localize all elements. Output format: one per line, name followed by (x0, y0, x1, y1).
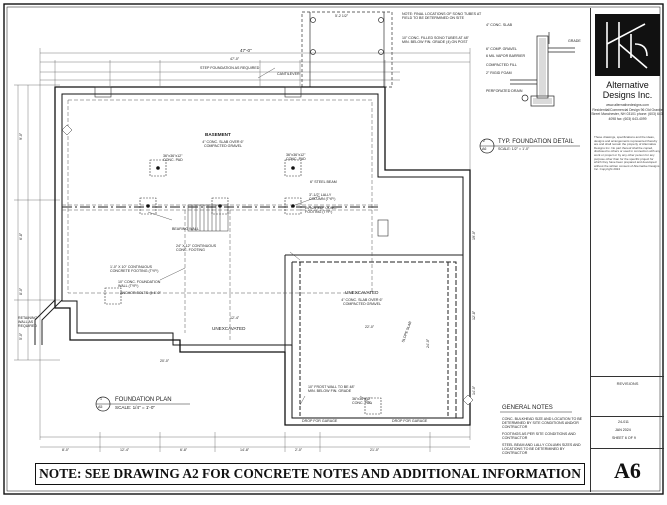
leader-lines (148, 68, 375, 405)
porch-note: NOTE: FINAL LOCATIONS OF SONO TUBES AT FIELD TO BE DETERMINED ON SITE (402, 12, 482, 21)
unexcavated-label-2: UNEXCAVATED (345, 290, 379, 295)
cantilever-label: CANTILEVER (277, 72, 300, 76)
general-note-3: STEEL BEAM AND LALLY COLUMN SIZES AND LOCATIONS TO BE DETERMINED BY CONTRACTOR (502, 443, 581, 456)
column-footing-note: 24"x24"x12" CONC. FOOTING (TYP.) (305, 206, 337, 215)
continuous-footing-note: 24" X 12" CONTINUOUS CONC. FOOTING (176, 244, 217, 253)
detail-scale: SCALE: 1/2" = 1'-0" (498, 147, 530, 151)
detail-drain-label: PERFORATED DRAIN (486, 89, 523, 93)
retaining-wall-note: RETAINING WALL AS REQUIRED (18, 316, 38, 329)
slope-slab-note: SLOPE SLAB (401, 320, 413, 344)
revisions-label: REVISIONS (616, 381, 639, 386)
sheet-number: A6 (614, 458, 641, 483)
inner-dimension-1: 12'-4" (230, 316, 240, 320)
revisions-divider (591, 376, 664, 377)
job-number: 24-011 (618, 420, 629, 424)
detail-grade-label: GRADE (568, 39, 581, 43)
bottom-dimension-6: 21'-0" (370, 448, 380, 452)
detail-slab-label: 4" CONC. SLAB (486, 23, 513, 27)
bottom-dimension-2: 12'-4" (120, 448, 130, 452)
company-name-line-2: Designs Inc. (602, 90, 653, 100)
plan-title: FOUNDATION PLAN (115, 397, 172, 403)
detail-gravel-label: 6" COMP. GRAVEL (486, 47, 517, 51)
bottom-dimension-5: 2'-0" (295, 448, 303, 452)
inner-dimension-2: 22'-0" (365, 325, 375, 329)
porch-top-dimension: 5'-2 1/2" (335, 14, 349, 18)
plan-bubble-sheet: A5 (98, 405, 103, 409)
lally-columns (146, 166, 295, 208)
sheet-number-divider (591, 448, 664, 449)
right-dimension-3: 14'-0" (472, 385, 476, 395)
company-logo (595, 14, 660, 76)
inner-dimension-4: 20'-0" (160, 359, 170, 363)
sono-tube-note: 10" CONC. FILLED SONO TUBES AT 48" MIN. BELOW FIN. GRADE (4) ON POST (402, 36, 469, 45)
title-block (590, 8, 664, 492)
unexcavated-slab-note: 4" CONC. SLAB OVER 6" COMPACTED GRAVEL (341, 298, 383, 307)
left-dimension-2: 6'-8" (19, 232, 23, 240)
general-note-2: FOOTINGS AS PER SITE CONDITIONS AND CONTRACTOR (502, 432, 576, 441)
drop-for-garage-right: DROP FOR GARAGE (392, 419, 428, 423)
steel-beam-note: 6" STEEL BEAM (310, 180, 337, 184)
step-foundation-note: STEP FOUNDATION AS REQUIRED (200, 66, 260, 70)
right-dimension-2: 12'-8" (472, 310, 476, 320)
bearing-wall-label: BEARING WALL (172, 227, 199, 231)
detail-foam-label: 2" RIGID FOAM (486, 71, 512, 75)
foundation-wall-note: 10" CONC. FOUNDATION WALL (TYP.) (118, 280, 161, 289)
concrete-footing-note: 1'-0" X 10" CONTINUOUS CONCRETE FOOTING (TYP.) (110, 265, 159, 274)
bottom-dimension-3: 6'-8" (180, 448, 188, 452)
logo-mark-icon (595, 14, 660, 76)
company-info: www.alternativedesigns.com Residential/Commercial Design 96 Old Granite Street Manchester, NH 03101 phone: (603) 643-4098 fax: (603) 643-4099 (591, 103, 664, 121)
sheet-count: SHEET 6 OF 9 (612, 436, 636, 440)
top-dimension: 47'-0" (230, 57, 240, 61)
foundation-outer-wall (55, 87, 470, 425)
general-note-1: CONC. BULKHEAD SIZE AND LOCATION TO BE DETERMINED BY SITE CONDITIONS AND/OR CONTRACTOR (502, 417, 583, 430)
company-name-line-1: Alternative (606, 80, 649, 90)
porch-area (302, 12, 392, 87)
copyright-disclaimer: These drawings, specifications and the ideas, designs and arrangements represented thereby are and shall remain the property of Alternative Designs Inc. No part thereof shall be copied, disclosed to others or used in connection with any work or project or by any other person for any purpose other than for the specific project for which they have been prepared and developed without the written consent of Alternative Designs Inc. Copyright 2024 (594, 135, 661, 172)
left-dimension-4: 5'-0" (19, 332, 23, 340)
basement-label: BASEMENT (205, 132, 231, 137)
general-notes-title: GENERAL NOTES (502, 405, 553, 411)
bottom-dimension-1: 8'-0" (62, 448, 70, 452)
concrete-note-banner: NOTE: SEE DRAWING A2 FOR CONCRETE NOTES AND ADDITIONAL INFORMATION (35, 463, 585, 485)
right-dimension-1: 19'-0" (472, 230, 476, 240)
detail-vapor-label: 6 MIL VAPOR BARRIER (486, 54, 526, 58)
detail-fill-label: COMPACTED FILL (486, 63, 517, 67)
detail-bubble-number: 2 (483, 139, 485, 143)
pad-note-3: 36"x36"x12" CONC. PAD (352, 397, 372, 406)
company-name (591, 80, 664, 100)
basement-slab-note: 4" CONC. SLAB OVER 6" COMPACTED GRAVEL (202, 140, 244, 149)
top-dimension-lines (40, 48, 470, 440)
frost-wall-note: 10" FROST WALL TO BE 48" MIN. BELOW FIN. GRADE (308, 385, 355, 394)
plan-scale: SCALE: 1/4" = 1'-0" (115, 405, 156, 410)
job-divider (591, 416, 664, 417)
anchor-bolts-note: ANCHOR BOLTS @ 6'-0" (120, 291, 161, 295)
plan-bubble-number: 1 (100, 397, 102, 401)
bottom-dimension-4: 14'-8" (240, 448, 250, 452)
left-dimension-3: 8'-0" (19, 287, 23, 295)
detail-bubble-sheet: A6 (482, 147, 487, 151)
lally-column-note: 3"-1/2" LALLY COLUMN (TYP.) (309, 193, 336, 202)
unexcavated-label-1: UNEXCAVATED (212, 326, 246, 331)
drop-for-garage-left: DROP FOR GARAGE (302, 419, 338, 423)
garage-frost-wall (285, 255, 463, 418)
bottom-dimension-lines (40, 432, 470, 452)
pad-note-1: 36"x36"x12" CONC. PAD (163, 154, 183, 163)
inner-dimension-3: 24'-0" (426, 338, 430, 348)
overall-dimension: 47'-0" (240, 48, 252, 53)
drawing-date: JAN 2024 (615, 428, 631, 432)
left-dimension-1: 9'-0" (19, 132, 23, 140)
pad-note-2: 36"x36"x12" CONC. PAD (286, 153, 306, 162)
detail-title: TYP. FOUNDATION DETAIL (498, 139, 574, 145)
